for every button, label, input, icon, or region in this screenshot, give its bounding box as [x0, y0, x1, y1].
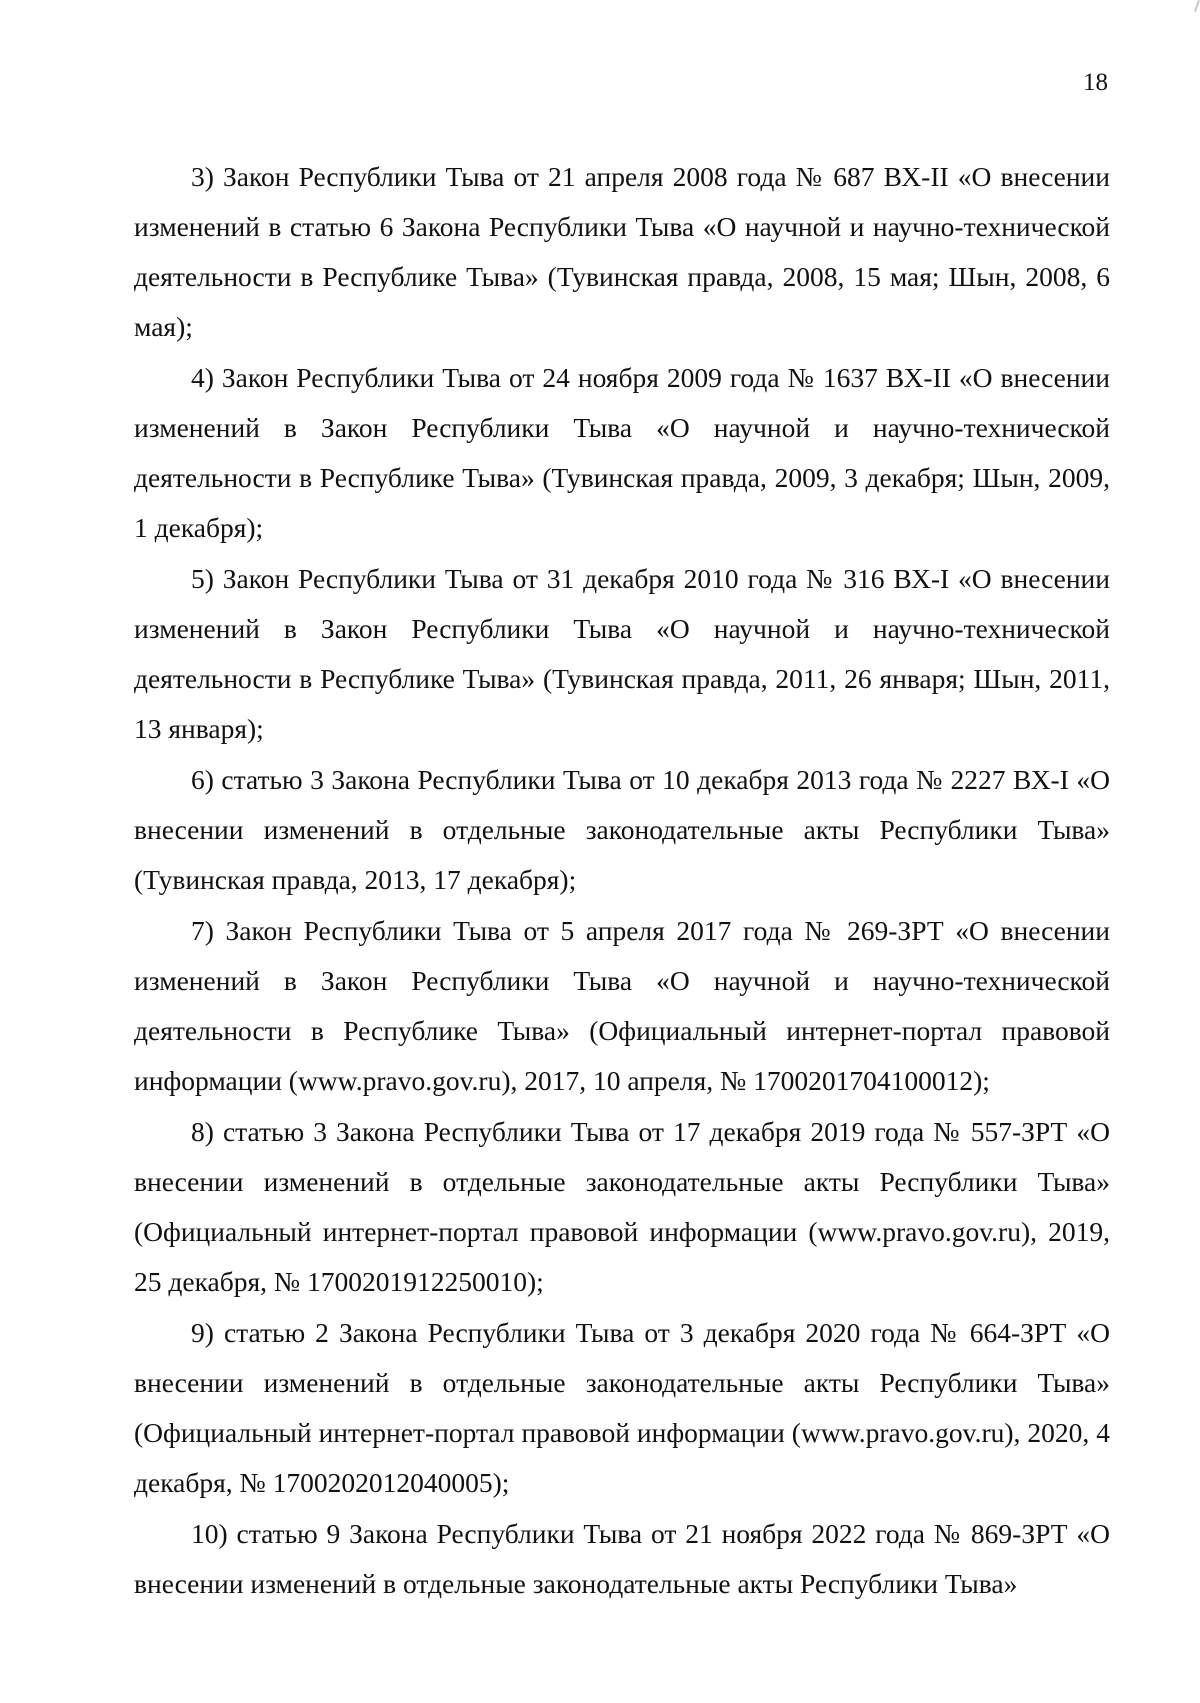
list-item: 5) Закон Республики Тыва от 31 декабря 2010 года № 316 ВХ-I «О внесении изменений в Закон Республики Тыва «О научной и научно-технической деятельности в Республике Тыва» (Тувинская правда, 2011, 26 января; Шын, 2011, 13 января);	[134, 563, 1110, 744]
page-number: 18	[1083, 69, 1108, 96]
list-item: 10) статью 9 Закона Республики Тыва от 21 ноября 2022 года № 869-ЗРТ «О внесении изменений в отдельные законодательные акты Республики Тыва»	[134, 1518, 1110, 1599]
list-item: 3) Закон Республики Тыва от 21 апреля 2008 года № 687 ВХ-II «О внесении изменений в статью 6 Закона Республики Тыва «О научной и научно-технической деятельности в Республике Тыва» (Тувинская правда, 2008, 15 мая; Шын, 2008, 6 мая);	[134, 161, 1110, 342]
list-item: 9) статью 2 Закона Республики Тыва от 3 декабря 2020 года № 664-ЗРТ «О внесении изменений в отдельные законодательные акты Республики Тыва» (Официальный интернет-портал правовой информации (www.pravo.gov.ru), 2020, 4 декабря, № 1700202012040005);	[134, 1317, 1110, 1498]
list-item: 7) Закон Республики Тыва от 5 апреля 2017 года № 269-ЗРТ «О внесении изменений в Закон Республики Тыва «О научной и научно-технической деятельности в Республике Тыва» (Официальный интернет-портал правовой информации (www.pravo.gov.ru), 2017, 10 апреля, № 1700201704100012);	[134, 915, 1110, 1096]
document-body	[134, 152, 1110, 1610]
list-item: 8) статью 3 Закона Республики Тыва от 17 декабря 2019 года № 557-ЗРТ «О внесении изменений в отдельные законодательные акты Республики Тыва» (Официальный интернет-портал правовой информации (www.pravo.gov.ru), 2019, 25 декабря, № 1700201912250010);	[134, 1116, 1110, 1297]
list-item: 4) Закон Республики Тыва от 24 ноября 2009 года № 1637 ВХ-II «О внесении изменений в Закон Республики Тыва «О научной и научно-технической деятельности в Республике Тыва» (Тувинская правда, 2009, 3 декабря; Шын, 2009, 1 декабря);	[134, 362, 1110, 543]
list-item: 6) статью 3 Закона Республики Тыва от 10 декабря 2013 года № 2227 ВХ-I «О внесении изменений в отдельные законодательные акты Республики Тыва» (Тувинская правда, 2013, 17 декабря);	[134, 764, 1110, 895]
scan-artifact	[1194, 0, 1200, 12]
